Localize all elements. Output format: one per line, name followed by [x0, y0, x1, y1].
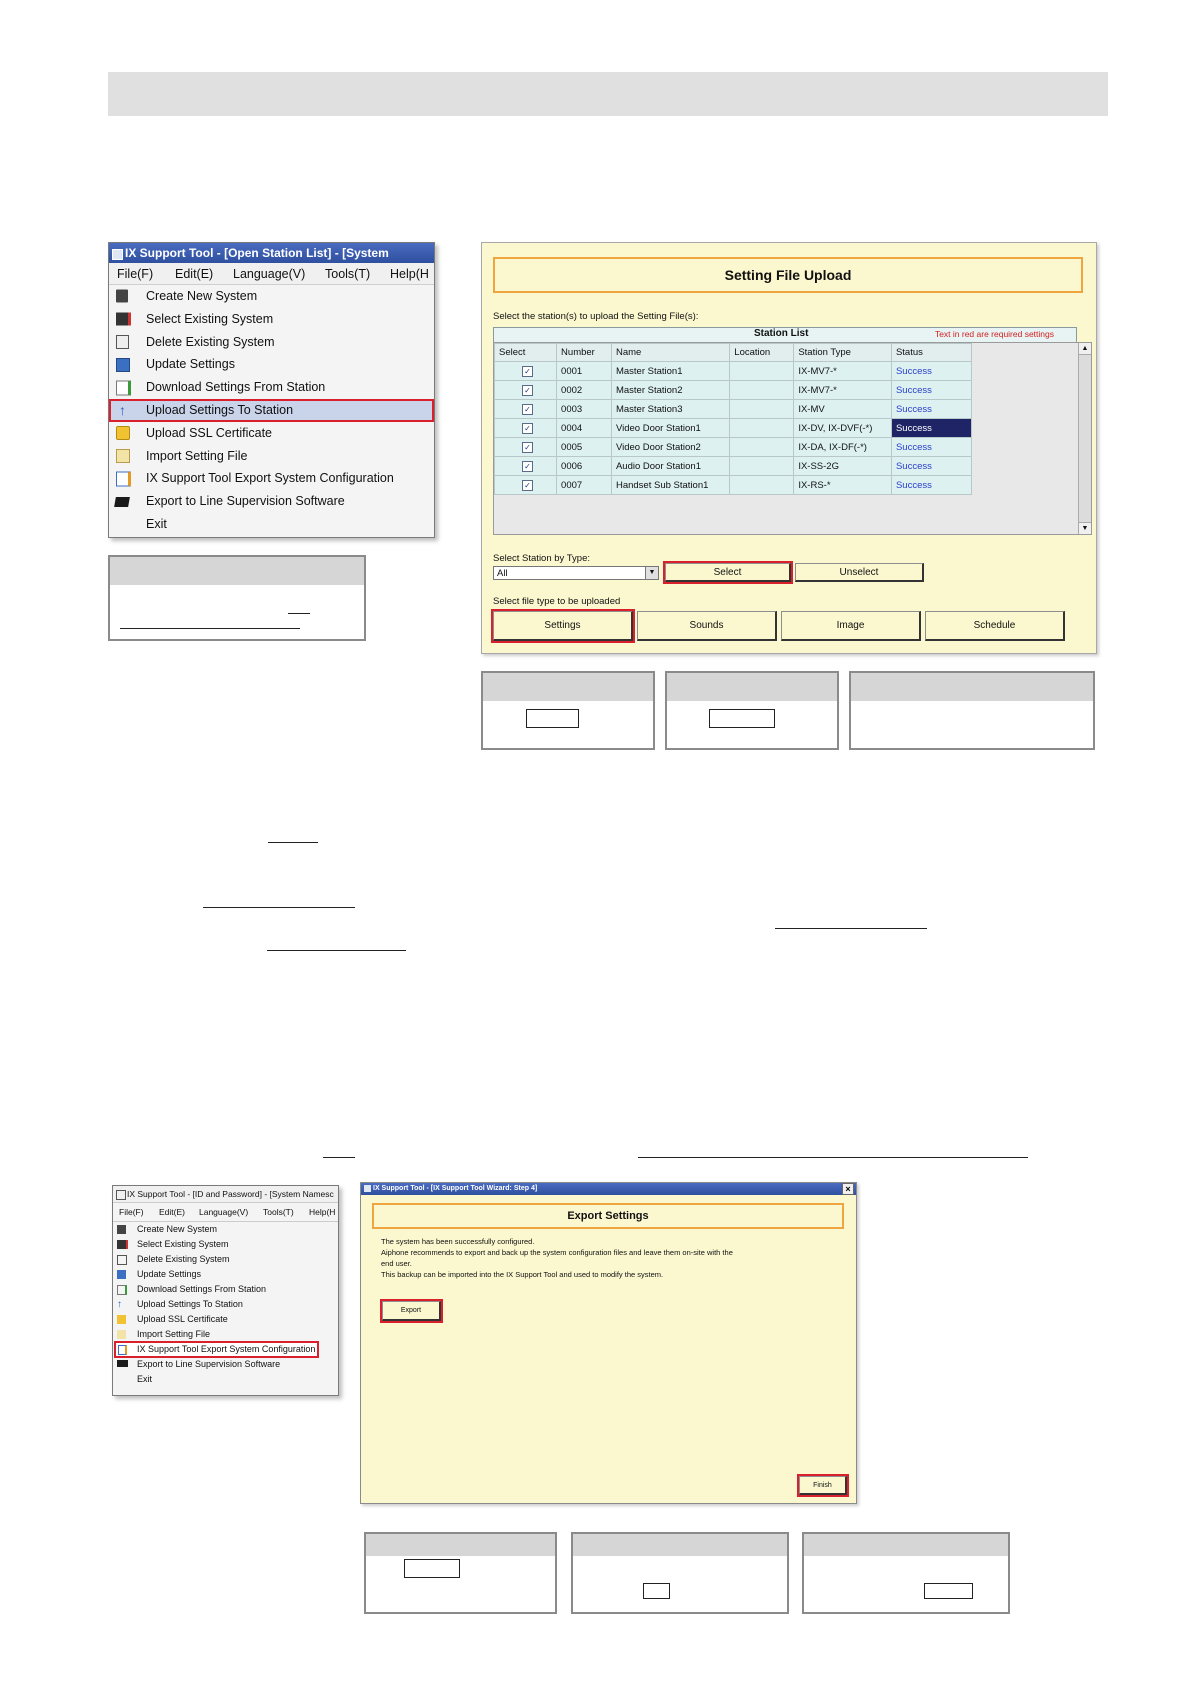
file-type-label: Select file type to be uploaded [493, 596, 621, 607]
window-title: IX Support Tool - [IX Support Tool Wizard: Step 4] [373, 1185, 538, 1192]
menu-item-select-existing-system[interactable] [109, 308, 434, 331]
file-menu-window [108, 242, 435, 538]
menu-item-label: Import Setting File [137, 1329, 211, 1339]
menu-item-label: Select Existing System [146, 311, 274, 326]
select-system-icon [116, 313, 131, 326]
menu-item-label: Update Settings [137, 1269, 202, 1279]
cell-status: Success [891, 457, 971, 476]
menu-item-upload-settings-to-station[interactable] [109, 399, 434, 422]
new-system-icon [117, 1225, 126, 1234]
cell-location [730, 400, 794, 419]
station-table-area [493, 342, 1092, 535]
export-message-line: The system has been successfully configured. [381, 1237, 535, 1246]
caption-header [804, 1534, 1008, 1556]
menu-item-export-system-configuration[interactable] [115, 1342, 318, 1357]
menu-tools[interactable]: Tools(T) [325, 267, 371, 281]
table-row[interactable] [495, 381, 972, 400]
menu-edit[interactable]: Edit(E) [175, 267, 214, 281]
menu-item-label: Select Existing System [137, 1239, 229, 1249]
menu-item-export-line-supervision[interactable] [113, 1357, 338, 1372]
checkbox-checked[interactable]: ✓ [522, 404, 533, 415]
station-list-header [493, 327, 1077, 343]
caption-header [851, 673, 1093, 701]
select-by-type-label: Select Station by Type: [493, 553, 590, 564]
cell-location [730, 476, 794, 495]
download-icon [117, 1285, 127, 1295]
cell-status: Success [891, 476, 971, 495]
col-select: Select [495, 344, 557, 362]
close-icon[interactable]: × [842, 1183, 854, 1195]
menu-item-label: Download Settings From Station [137, 1284, 267, 1294]
export-icon [116, 471, 131, 486]
cell-station-type: IX-MV7-* [794, 381, 892, 400]
caption-header [110, 557, 364, 585]
row-select-cell[interactable] [495, 362, 557, 381]
table-row[interactable] [495, 476, 972, 495]
checkbox-checked[interactable]: ✓ [522, 461, 533, 472]
cell-status: Success [891, 362, 971, 381]
underline-mark [268, 842, 318, 843]
menu-help[interactable]: Help(H [390, 267, 429, 281]
menu-item-label: Download Settings From Station [146, 380, 326, 395]
underline-mark [203, 907, 355, 908]
scroll-down-arrow[interactable]: ▼ [1079, 522, 1091, 534]
row-select-cell[interactable] [495, 438, 557, 457]
export-title-box [372, 1203, 844, 1229]
menu-language[interactable]: Language(V) [233, 267, 306, 281]
required-settings-note: Text in red are required settings [934, 329, 1054, 339]
app-icon [116, 1190, 126, 1200]
cell-number: 0003 [557, 400, 612, 419]
menu-item-update-settings[interactable] [113, 1267, 338, 1282]
cell-name: Master Station1 [611, 362, 729, 381]
cell-station-type: IX-DV, IX-DVF(-*) [794, 419, 892, 438]
export-button[interactable]: Export [382, 1301, 441, 1321]
file-menu-window-small [112, 1185, 339, 1396]
menu-bar [113, 1203, 338, 1222]
menu-item-upload-settings-to-station[interactable] [113, 1297, 338, 1312]
station-list-title: Station List [754, 328, 809, 339]
menu-item-label: Exit [137, 1374, 153, 1384]
app-icon [112, 249, 123, 260]
cell-name: Audio Door Station1 [611, 457, 729, 476]
upload-icon: ↑ [117, 1299, 122, 1310]
cell-location [730, 362, 794, 381]
menu-item-label: Export to Line Supervision Software [146, 494, 345, 509]
upload-title: Setting File Upload [724, 267, 852, 283]
cell-station-type: IX-DA, IX-DF(-*) [794, 438, 892, 457]
menu-item-label: Delete Existing System [137, 1254, 230, 1264]
caption-box-3 [665, 671, 839, 750]
cell-station-type: IX-SS-2G [794, 457, 892, 476]
chevron-down-icon: ▼ [645, 567, 658, 579]
export-message-line: Aiphone recommends to export and back up the system configuration files and leave them on-site with the [381, 1248, 733, 1257]
menu-item-exit[interactable] [109, 513, 434, 536]
select-system-icon [117, 1240, 128, 1249]
app-icon [364, 1185, 371, 1192]
menu-item-label: Upload SSL Certificate [146, 425, 272, 440]
checkbox-checked[interactable]: ✓ [522, 385, 533, 396]
table-row[interactable] [495, 438, 972, 457]
cell-location [730, 438, 794, 457]
menu-item-delete-existing-system[interactable] [109, 331, 434, 354]
caption-box-7 [802, 1532, 1010, 1614]
checkbox-checked[interactable]: ✓ [522, 366, 533, 377]
file-menu-list [109, 285, 434, 536]
menu-item-exit[interactable] [113, 1372, 338, 1387]
export-heading: Export Settings [567, 1210, 649, 1222]
table-row[interactable] [495, 362, 972, 381]
save-icon [117, 1270, 126, 1279]
menu-item-import-setting-file[interactable] [113, 1327, 338, 1342]
menu-item-select-existing-system[interactable] [113, 1237, 338, 1252]
menu-item-label: Export to Line Supervision Software [137, 1359, 281, 1369]
menu-item-label: Create New System [137, 1224, 218, 1234]
col-station-type: Station Type [794, 344, 892, 362]
menu-item-label: Upload Settings To Station [146, 402, 294, 417]
export-icon [118, 1345, 127, 1355]
underline-mark [775, 928, 927, 929]
cell-number: 0004 [557, 419, 612, 438]
finish-button[interactable]: Finish [799, 1476, 847, 1495]
underline-mark [120, 628, 300, 629]
menu-file[interactable]: File(F) [117, 267, 154, 281]
menu-item-import-setting-file[interactable] [109, 445, 434, 468]
button-marker [404, 1559, 460, 1578]
caption-box-4 [849, 671, 1095, 750]
cell-station-type: IX-RS-* [794, 476, 892, 495]
schedule-button[interactable]: Schedule [925, 611, 1065, 641]
menu-tools[interactable]: Tools(T) [263, 1207, 294, 1217]
button-marker [924, 1583, 973, 1599]
cell-status: Success [891, 381, 971, 400]
row-select-cell[interactable] [495, 419, 557, 438]
caption-box-6 [571, 1532, 789, 1614]
table-row[interactable] [495, 419, 972, 438]
station-type-dropdown[interactable] [493, 566, 659, 580]
scroll-up-arrow[interactable]: ▲ [1079, 343, 1091, 355]
import-icon [116, 449, 130, 463]
window-title: IX Support Tool - [ID and Password] - [System Namesc [127, 1189, 334, 1199]
download-icon [116, 380, 131, 395]
menu-item-create-new-system[interactable] [113, 1222, 338, 1237]
setting-file-upload-window [481, 242, 1097, 654]
menu-item-export-system-configuration[interactable] [109, 467, 434, 490]
image-button[interactable]: Image [781, 611, 921, 641]
file-menu-list [113, 1222, 338, 1387]
lock-icon [116, 426, 130, 440]
menu-bar [109, 263, 434, 285]
col-status: Status [891, 344, 971, 362]
import-icon [117, 1330, 126, 1339]
upload-title-box [493, 257, 1083, 293]
menu-item-label: Create New System [146, 289, 258, 303]
row-select-cell[interactable] [495, 400, 557, 419]
cell-number: 0006 [557, 457, 612, 476]
cell-name: Master Station3 [611, 400, 729, 419]
menu-item-label: IX Support Tool Export System Configuration [146, 471, 394, 486]
menu-item-download-settings[interactable] [113, 1282, 338, 1297]
table-header-row [495, 344, 972, 362]
col-location: Location [730, 344, 794, 362]
monitor-icon [114, 497, 130, 507]
underline-mark [323, 1157, 355, 1158]
station-table [494, 343, 972, 495]
cell-name: Video Door Station2 [611, 438, 729, 457]
cell-number: 0002 [557, 381, 612, 400]
trash-icon [117, 1255, 127, 1265]
menu-item-export-line-supervision[interactable] [109, 490, 434, 513]
caption-header [483, 673, 653, 701]
menu-item-label: Upload SSL Certificate [137, 1314, 228, 1324]
menu-item-delete-existing-system[interactable] [113, 1252, 338, 1267]
menu-item-label: Delete Existing System [146, 334, 275, 349]
row-select-cell[interactable] [495, 381, 557, 400]
menu-edit[interactable]: Edit(E) [159, 1207, 185, 1217]
monitor-icon [117, 1360, 128, 1367]
sounds-button[interactable]: Sounds [637, 611, 777, 641]
upload-instruction: Select the station(s) to upload the Setting File(s): [493, 311, 699, 322]
dropdown-value: All [497, 568, 508, 579]
cell-number: 0001 [557, 362, 612, 381]
cell-location [730, 381, 794, 400]
caption-box-5 [364, 1532, 557, 1614]
caption-box-2 [481, 671, 655, 750]
cell-location [730, 457, 794, 476]
caption-box-1 [108, 555, 366, 641]
col-name: Name [611, 344, 729, 362]
window-title-bar [361, 1183, 856, 1195]
col-number: Number [557, 344, 612, 362]
cell-status-selected: Success [891, 419, 971, 438]
row-select-cell[interactable] [495, 457, 557, 476]
underline-mark [638, 1157, 1028, 1158]
menu-item-update-settings[interactable] [109, 353, 434, 376]
export-message [381, 1236, 841, 1280]
cell-status: Success [891, 400, 971, 419]
menu-item-label: Exit [146, 516, 167, 531]
window-title-bar [109, 243, 434, 263]
cell-number: 0005 [557, 438, 612, 457]
save-icon [116, 358, 130, 372]
cell-status: Success [891, 438, 971, 457]
menu-help[interactable]: Help(H [309, 1207, 336, 1217]
underline-mark [267, 950, 406, 951]
menu-item-upload-ssl-certificate[interactable] [113, 1312, 338, 1327]
menu-file[interactable]: File(F) [119, 1207, 144, 1217]
row-select-cell[interactable] [495, 476, 557, 495]
cell-station-type: IX-MV [794, 400, 892, 419]
cell-name: Video Door Station1 [611, 419, 729, 438]
export-settings-window [360, 1182, 857, 1504]
menu-item-upload-ssl-certificate[interactable] [109, 422, 434, 445]
window-title-bar [113, 1186, 338, 1203]
menu-item-label: IX Support Tool Export System Configuration [137, 1344, 316, 1354]
section-header-band [108, 72, 1108, 116]
cell-location [730, 419, 794, 438]
menu-item-create-new-system[interactable] [109, 285, 434, 308]
trash-icon [116, 335, 129, 349]
menu-item-download-settings[interactable] [109, 376, 434, 399]
underline-mark [288, 613, 310, 614]
new-system-icon [116, 290, 128, 303]
cell-number: 0007 [557, 476, 612, 495]
table-row[interactable] [495, 457, 972, 476]
caption-header [573, 1534, 787, 1556]
checkbox-checked[interactable]: ✓ [522, 480, 533, 491]
menu-item-label: Update Settings [146, 357, 235, 372]
upload-icon: ↑ [119, 402, 126, 419]
unselect-button[interactable]: Unselect [795, 563, 924, 582]
cell-station-type: IX-MV7-* [794, 362, 892, 381]
button-marker [709, 709, 775, 728]
cell-name: Handset Sub Station1 [611, 476, 729, 495]
settings-button[interactable]: Settings [493, 611, 633, 641]
checkbox-checked[interactable]: ✓ [522, 442, 533, 453]
cell-name: Master Station2 [611, 381, 729, 400]
window-title: IX Support Tool - [Open Station List] - [System [125, 246, 389, 260]
menu-item-label: Import Setting File [146, 448, 248, 463]
caption-header [667, 673, 837, 701]
table-row[interactable] [495, 400, 972, 419]
caption-header [366, 1534, 555, 1556]
export-message-line: This backup can be imported into the IX Support Tool and used to modify the system. [381, 1270, 664, 1279]
lock-icon [117, 1315, 126, 1324]
menu-item-label: Upload Settings To Station [137, 1299, 243, 1309]
select-button[interactable]: Select [665, 563, 791, 582]
menu-language[interactable]: Language(V) [199, 1207, 249, 1217]
export-message-line: end user. [381, 1259, 412, 1268]
button-marker [643, 1583, 670, 1599]
button-marker [526, 709, 579, 728]
checkbox-checked[interactable]: ✓ [522, 423, 533, 434]
table-scrollbar[interactable] [1078, 343, 1091, 534]
